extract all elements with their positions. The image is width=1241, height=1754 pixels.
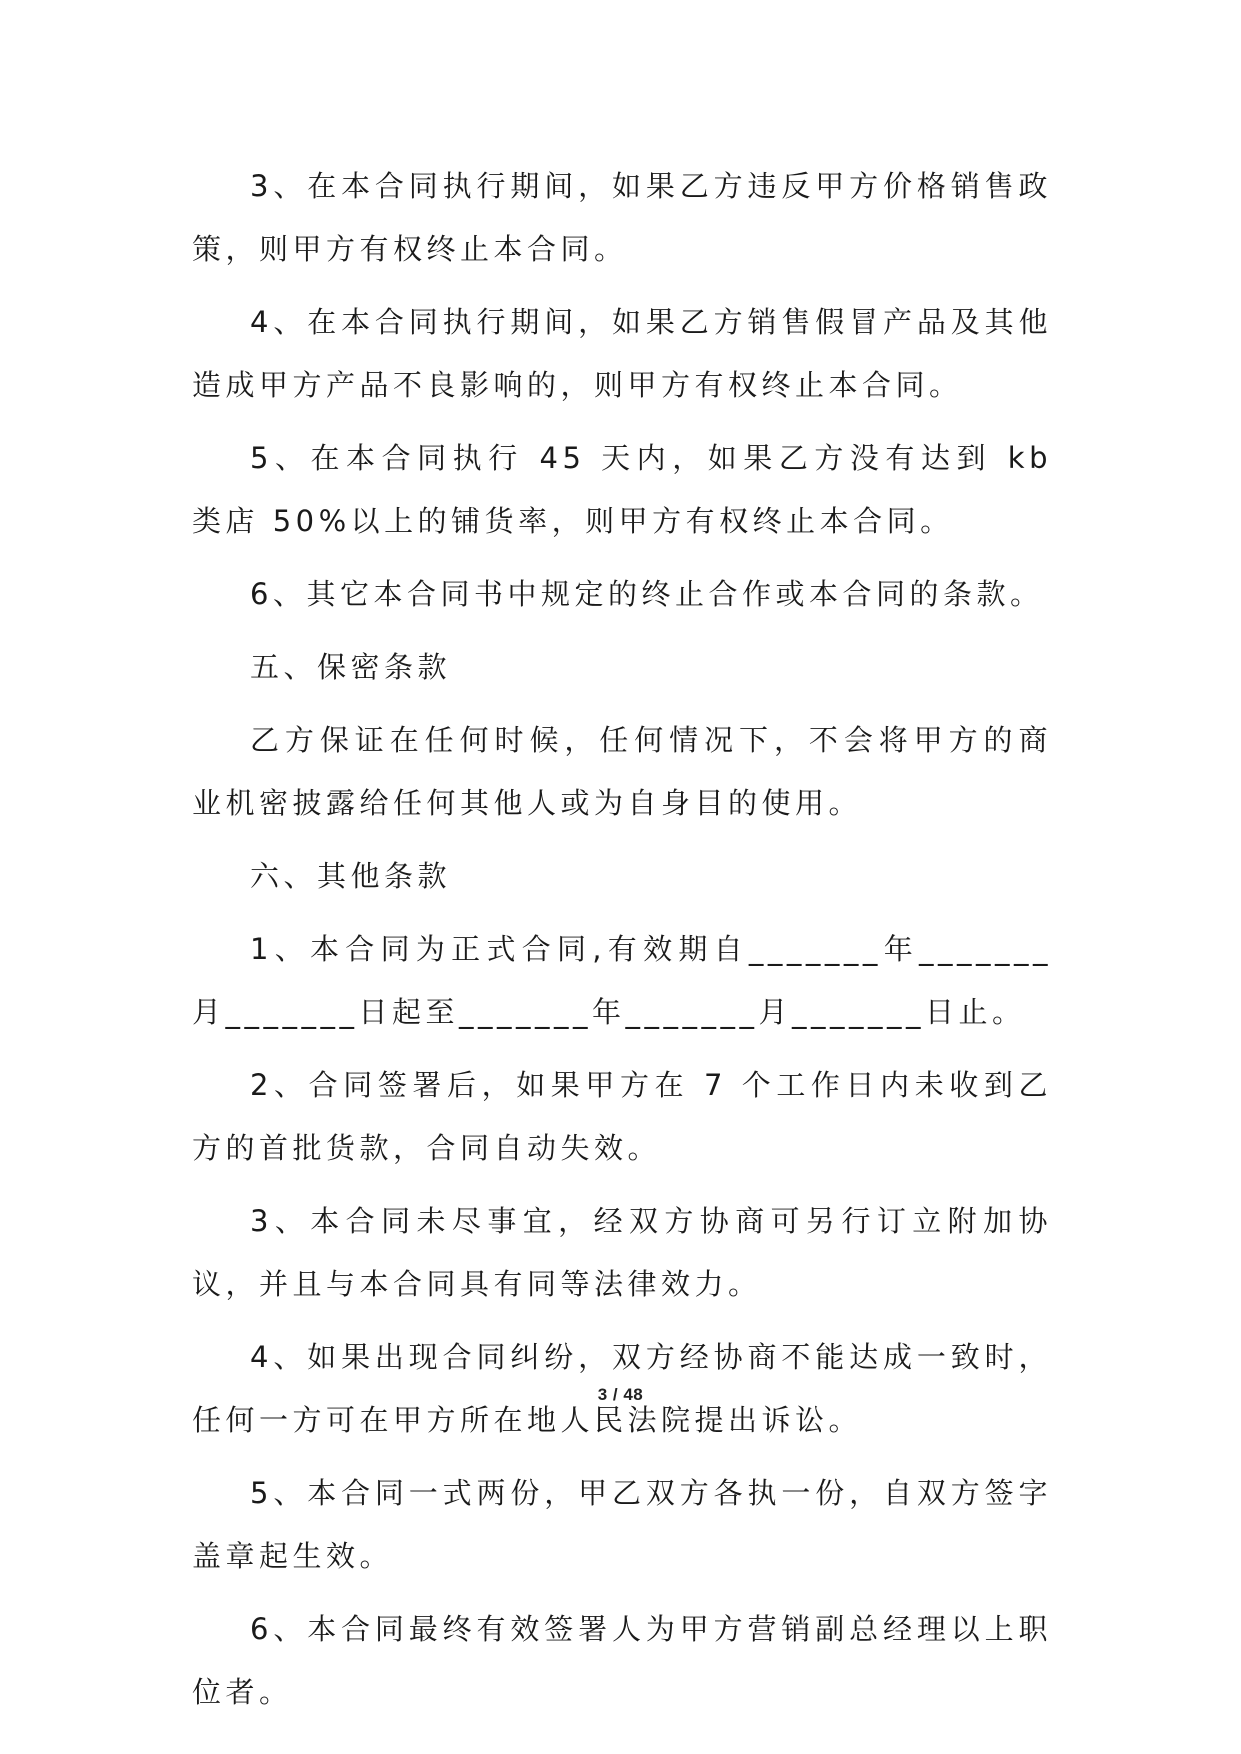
clause-6-1: 1、本合同为正式合同,有效期自_______年_______月_______日起至_______年_______月_______日止。 xyxy=(192,932,1052,1029)
section-heading-other-terms: 六、其他条款 xyxy=(250,859,452,893)
section-heading-confidentiality: 五、保密条款 xyxy=(250,650,452,684)
clause-4-6: 6、其它本合同书中规定的终止合作或本合同的条款。 xyxy=(250,577,1044,611)
clause-6-4: 4、如果出现合同纠纷，双方经协商不能达成一致时，任何一方可在甲方所在地人民法院提出诉讼。 xyxy=(192,1340,1052,1437)
clause-6-6: 6、本合同最终有效签署人为甲方营销副总经理以上职位者。 xyxy=(192,1612,1052,1709)
confidentiality-clause: 乙方保证在任何时候，任何情况下，不会将甲方的商业机密披露给任何其他人或为自身目的使用。 xyxy=(192,723,1052,820)
clause-4-3: 3、在本合同执行期间，如果乙方违反甲方价格销售政策，则甲方有权终止本合同。 xyxy=(192,169,1052,266)
clause-4-4: 4、在本合同执行期间，如果乙方销售假冒产品及其他造成甲方产品不良影响的，则甲方有权终止本合同。 xyxy=(192,305,1052,402)
clause-6-5: 5、本合同一式两份，甲乙双方各执一份，自双方签字盖章起生效。 xyxy=(192,1476,1052,1573)
page-number: 3 / 48 xyxy=(597,1385,644,1404)
clause-6-2: 2、合同签署后，如果甲方在 7 个工作日内未收到乙方的首批货款，合同自动失效。 xyxy=(192,1068,1052,1165)
clause-4-5: 5、在本合同执行 45 天内，如果乙方没有达到 kb 类店 50%以上的铺货率，则甲方有权终止本合同。 xyxy=(192,441,1052,538)
clause-6-3: 3、本合同未尽事宜，经双方协商可另行订立附加协议，并且与本合同具有同等法律效力。 xyxy=(192,1204,1052,1301)
document-body xyxy=(192,155,1052,1734)
